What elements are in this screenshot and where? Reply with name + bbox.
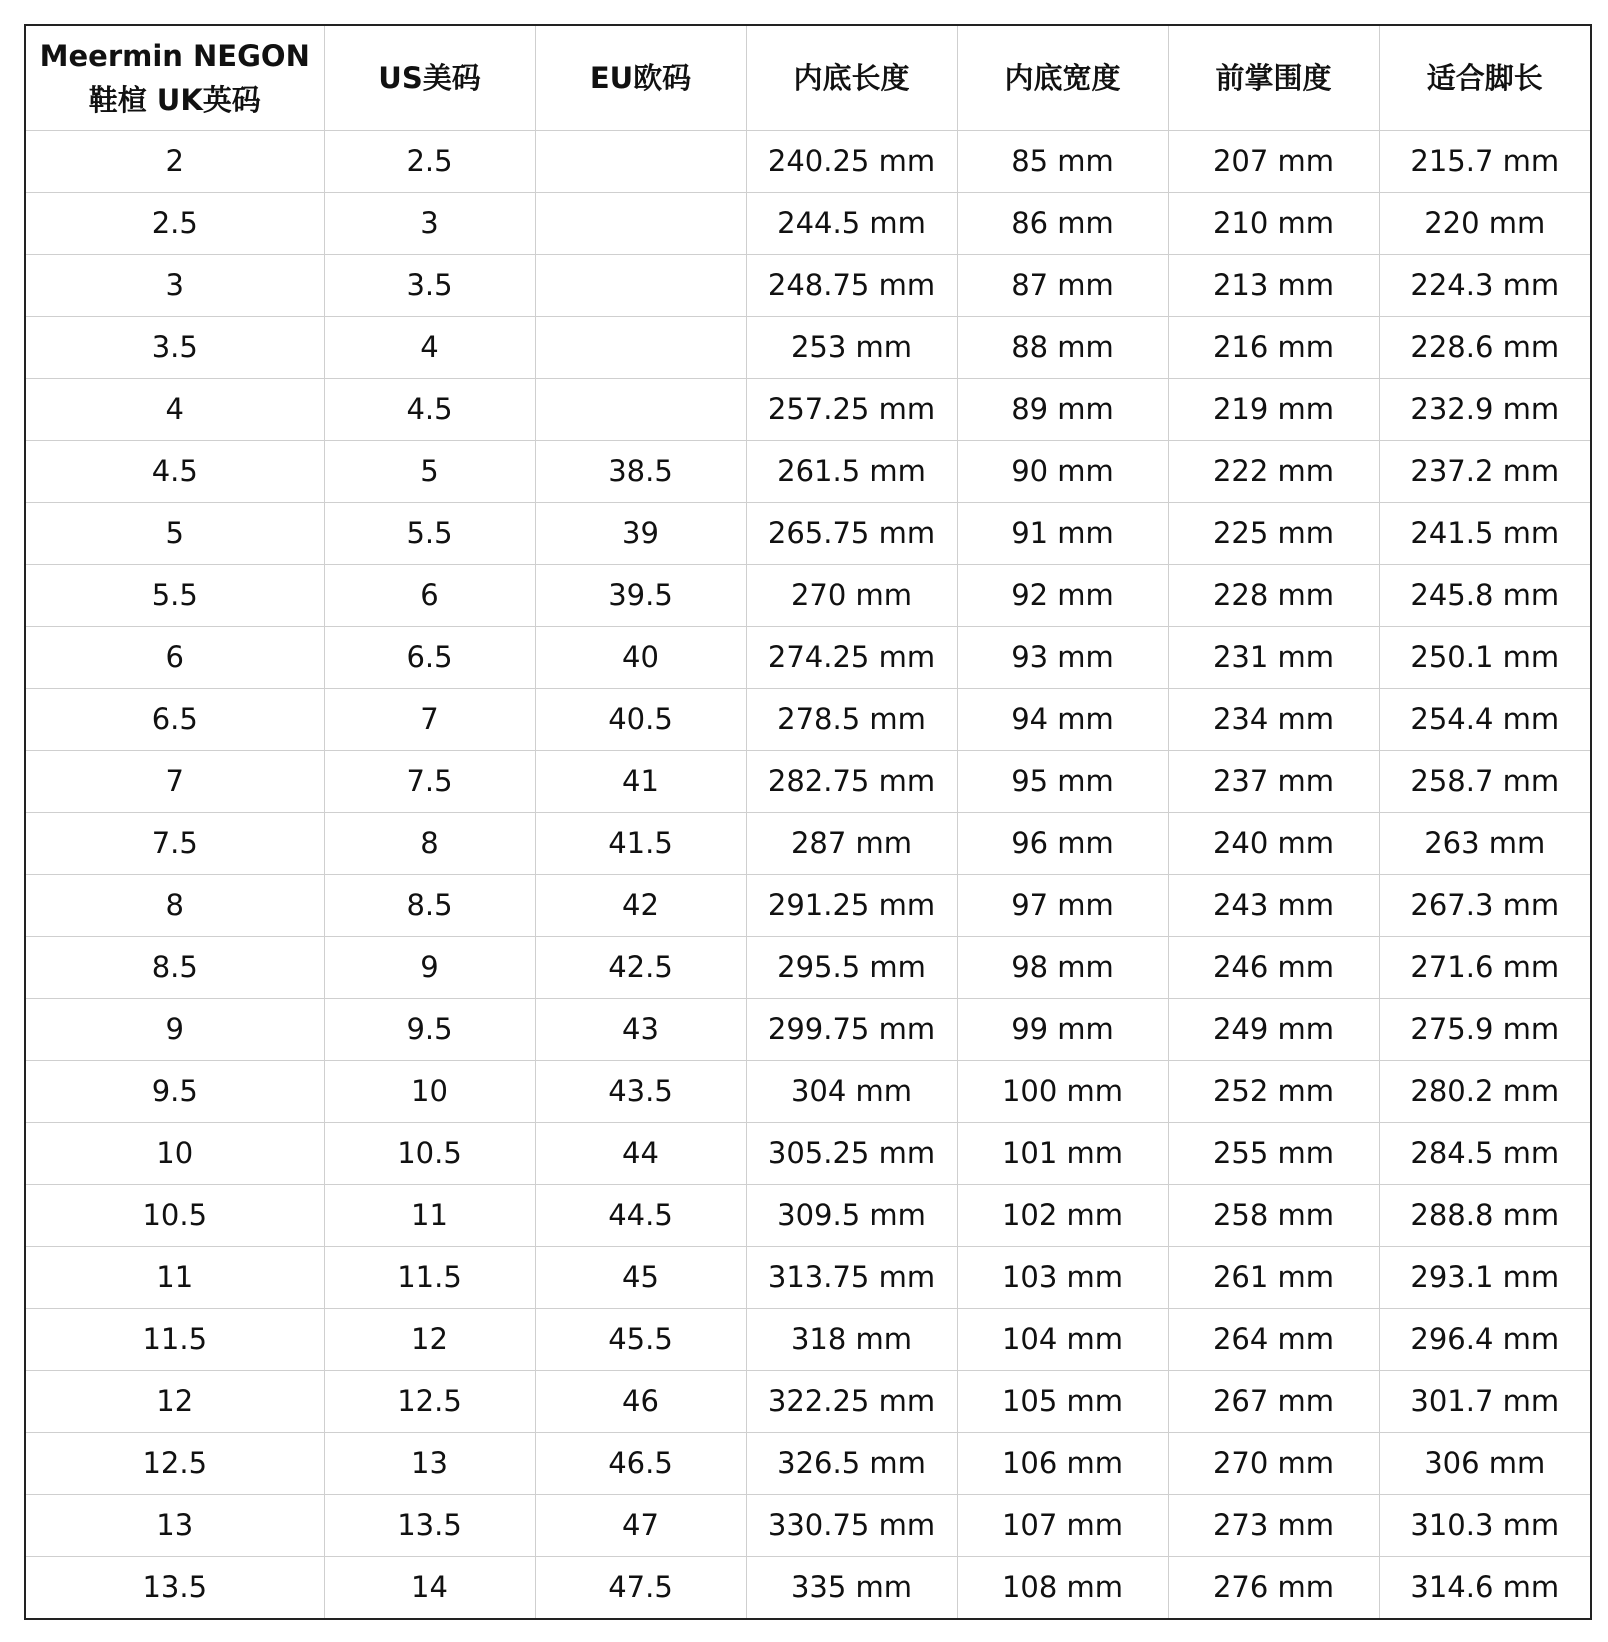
cell-fit-foot-length: 280.2 mm (1379, 1061, 1590, 1123)
cell-us-size: 3 (324, 193, 535, 255)
cell-eu-size (535, 317, 746, 379)
cell-insole-length: 313.75 mm (746, 1247, 957, 1309)
header-fit-foot-length: 适合脚长 (1379, 26, 1590, 131)
cell-forefoot-girth: 258 mm (1168, 1185, 1379, 1247)
cell-uk-size: 12 (26, 1371, 324, 1433)
cell-fit-foot-length: 245.8 mm (1379, 565, 1590, 627)
cell-eu-size: 42.5 (535, 937, 746, 999)
cell-uk-size: 3.5 (26, 317, 324, 379)
table-row (26, 875, 1608, 937)
table-row (26, 503, 1608, 565)
cell-insole-width: 100 mm (957, 1061, 1168, 1123)
cell-insole-width: 103 mm (957, 1247, 1168, 1309)
header-uk-size-line2: 鞋楦 UK英码 (88, 83, 261, 117)
cell-fit-foot-length: 228.6 mm (1379, 317, 1590, 379)
table-row (26, 1061, 1608, 1123)
cell-uk-size: 13.5 (26, 1557, 324, 1619)
cell-us-size: 13.5 (324, 1495, 535, 1557)
cell-us-size: 10 (324, 1061, 535, 1123)
cell-fit-foot-length: 215.7 mm (1379, 131, 1590, 193)
cell-eu-size: 45 (535, 1247, 746, 1309)
cell-us-size: 5 (324, 441, 535, 503)
cell-insole-width: 106 mm (957, 1433, 1168, 1495)
table-row (26, 1123, 1608, 1185)
cell-forefoot-girth: 240 mm (1168, 813, 1379, 875)
header-us-size: US美码 (324, 26, 535, 131)
cell-fit-foot-length: 293.1 mm (1379, 1247, 1590, 1309)
table-row (26, 1433, 1608, 1495)
cell-insole-length: 304 mm (746, 1061, 957, 1123)
table-row (26, 255, 1608, 317)
cell-eu-size: 43.5 (535, 1061, 746, 1123)
cell-insole-width: 97 mm (957, 875, 1168, 937)
cell-fit-foot-length: 237.2 mm (1379, 441, 1590, 503)
cell-us-size: 8 (324, 813, 535, 875)
cell-uk-size: 5 (26, 503, 324, 565)
cell-eu-size: 42 (535, 875, 746, 937)
cell-uk-size: 12.5 (26, 1433, 324, 1495)
cell-us-size: 12 (324, 1309, 535, 1371)
cell-fit-foot-length: 306 mm (1379, 1433, 1590, 1495)
cell-insole-length: 299.75 mm (746, 999, 957, 1061)
table-row (26, 379, 1608, 441)
cell-forefoot-girth: 273 mm (1168, 1495, 1379, 1557)
cell-eu-size: 47.5 (535, 1557, 746, 1619)
cell-insole-width: 92 mm (957, 565, 1168, 627)
cell-uk-size: 11.5 (26, 1309, 324, 1371)
cell-forefoot-girth: 246 mm (1168, 937, 1379, 999)
cell-insole-width: 94 mm (957, 689, 1168, 751)
cell-insole-length: 261.5 mm (746, 441, 957, 503)
cell-forefoot-girth: 261 mm (1168, 1247, 1379, 1309)
cell-forefoot-girth: 228 mm (1168, 565, 1379, 627)
cell-us-size: 9 (324, 937, 535, 999)
cell-us-size: 14 (324, 1557, 535, 1619)
cell-us-size: 11.5 (324, 1247, 535, 1309)
cell-insole-width: 91 mm (957, 503, 1168, 565)
cell-uk-size: 8 (26, 875, 324, 937)
cell-insole-length: 274.25 mm (746, 627, 957, 689)
cell-forefoot-girth: 249 mm (1168, 999, 1379, 1061)
cell-eu-size: 45.5 (535, 1309, 746, 1371)
cell-insole-length: 282.75 mm (746, 751, 957, 813)
table-row (26, 1185, 1608, 1247)
cell-forefoot-girth: 252 mm (1168, 1061, 1379, 1123)
cell-forefoot-girth: 276 mm (1168, 1557, 1379, 1619)
cell-insole-width: 104 mm (957, 1309, 1168, 1371)
table-row (26, 751, 1608, 813)
cell-forefoot-girth: 222 mm (1168, 441, 1379, 503)
size-chart-table-frame (24, 24, 1592, 1620)
table-header (26, 26, 1608, 131)
size-chart-table (26, 26, 1608, 1618)
table-row (26, 1557, 1608, 1619)
cell-us-size: 6 (324, 565, 535, 627)
cell-uk-size: 7 (26, 751, 324, 813)
cell-forefoot-girth: 267 mm (1168, 1371, 1379, 1433)
cell-fit-foot-length: 232.9 mm (1379, 379, 1590, 441)
cell-fit-foot-length: 284.5 mm (1379, 1123, 1590, 1185)
cell-insole-length: 287 mm (746, 813, 957, 875)
cell-fit-foot-length: 254.4 mm (1379, 689, 1590, 751)
cell-fit-foot-length: 241.5 mm (1379, 503, 1590, 565)
cell-eu-size: 40 (535, 627, 746, 689)
cell-eu-size: 39 (535, 503, 746, 565)
cell-insole-width: 93 mm (957, 627, 1168, 689)
header-insole-length: 内底长度 (746, 26, 957, 131)
cell-insole-width: 101 mm (957, 1123, 1168, 1185)
cell-us-size: 11 (324, 1185, 535, 1247)
cell-forefoot-girth: 255 mm (1168, 1123, 1379, 1185)
cell-forefoot-girth: 237 mm (1168, 751, 1379, 813)
cell-us-size: 7.5 (324, 751, 535, 813)
cell-eu-size: 43 (535, 999, 746, 1061)
cell-us-size: 8.5 (324, 875, 535, 937)
cell-insole-width: 108 mm (957, 1557, 1168, 1619)
cell-us-size: 13 (324, 1433, 535, 1495)
cell-eu-size: 40.5 (535, 689, 746, 751)
table-body (26, 131, 1608, 1619)
cell-eu-size: 44.5 (535, 1185, 746, 1247)
cell-uk-size: 2.5 (26, 193, 324, 255)
header-forefoot-girth: 前掌围度 (1168, 26, 1379, 131)
cell-insole-width: 105 mm (957, 1371, 1168, 1433)
cell-fit-foot-length: 258.7 mm (1379, 751, 1590, 813)
cell-uk-size: 6.5 (26, 689, 324, 751)
cell-us-size: 6.5 (324, 627, 535, 689)
table-row (26, 565, 1608, 627)
cell-forefoot-girth: 213 mm (1168, 255, 1379, 317)
table-row (26, 1247, 1608, 1309)
cell-fit-foot-length: 288.8 mm (1379, 1185, 1590, 1247)
cell-fit-foot-length: 310.3 mm (1379, 1495, 1590, 1557)
cell-insole-length: 257.25 mm (746, 379, 957, 441)
cell-forefoot-girth: 219 mm (1168, 379, 1379, 441)
cell-insole-length: 309.5 mm (746, 1185, 957, 1247)
cell-insole-length: 326.5 mm (746, 1433, 957, 1495)
cell-insole-width: 99 mm (957, 999, 1168, 1061)
cell-insole-width: 96 mm (957, 813, 1168, 875)
cell-insole-length: 335 mm (746, 1557, 957, 1619)
cell-insole-width: 95 mm (957, 751, 1168, 813)
header-row (26, 26, 1608, 131)
cell-us-size: 12.5 (324, 1371, 535, 1433)
header-uk-size-line1: Meermin NEGON (39, 39, 310, 73)
cell-eu-size: 41 (535, 751, 746, 813)
cell-uk-size: 10 (26, 1123, 324, 1185)
cell-uk-size: 13 (26, 1495, 324, 1557)
cell-insole-width: 102 mm (957, 1185, 1168, 1247)
cell-us-size: 10.5 (324, 1123, 535, 1185)
cell-fit-foot-length: 263 mm (1379, 813, 1590, 875)
cell-uk-size: 9.5 (26, 1061, 324, 1123)
cell-forefoot-girth: 264 mm (1168, 1309, 1379, 1371)
cell-eu-size: 46 (535, 1371, 746, 1433)
table-row (26, 1309, 1608, 1371)
cell-insole-length: 240.25 mm (746, 131, 957, 193)
cell-insole-length: 295.5 mm (746, 937, 957, 999)
cell-uk-size: 6 (26, 627, 324, 689)
cell-insole-width: 107 mm (957, 1495, 1168, 1557)
cell-forefoot-girth: 210 mm (1168, 193, 1379, 255)
cell-uk-size: 4 (26, 379, 324, 441)
cell-forefoot-girth: 225 mm (1168, 503, 1379, 565)
table-row (26, 1371, 1608, 1433)
cell-insole-length: 318 mm (746, 1309, 957, 1371)
cell-insole-width: 98 mm (957, 937, 1168, 999)
table-row (26, 937, 1608, 999)
cell-insole-width: 90 mm (957, 441, 1168, 503)
cell-us-size: 9.5 (324, 999, 535, 1061)
table-row (26, 627, 1608, 689)
cell-eu-size (535, 379, 746, 441)
table-row (26, 131, 1608, 193)
cell-fit-foot-length: 296.4 mm (1379, 1309, 1590, 1371)
cell-us-size: 3.5 (324, 255, 535, 317)
cell-insole-width: 86 mm (957, 193, 1168, 255)
cell-uk-size: 4.5 (26, 441, 324, 503)
cell-insole-length: 248.75 mm (746, 255, 957, 317)
table-row (26, 689, 1608, 751)
cell-fit-foot-length: 314.6 mm (1379, 1557, 1590, 1619)
cell-forefoot-girth: 270 mm (1168, 1433, 1379, 1495)
header-insole-width: 内底宽度 (957, 26, 1168, 131)
cell-insole-length: 270 mm (746, 565, 957, 627)
cell-insole-width: 88 mm (957, 317, 1168, 379)
cell-eu-size (535, 255, 746, 317)
cell-insole-length: 278.5 mm (746, 689, 957, 751)
cell-forefoot-girth: 231 mm (1168, 627, 1379, 689)
table-row (26, 317, 1608, 379)
cell-eu-size: 41.5 (535, 813, 746, 875)
cell-eu-size: 38.5 (535, 441, 746, 503)
cell-insole-length: 322.25 mm (746, 1371, 957, 1433)
cell-insole-length: 253 mm (746, 317, 957, 379)
cell-eu-size (535, 193, 746, 255)
cell-insole-length: 244.5 mm (746, 193, 957, 255)
cell-us-size: 4 (324, 317, 535, 379)
cell-eu-size: 47 (535, 1495, 746, 1557)
cell-eu-size: 44 (535, 1123, 746, 1185)
cell-fit-foot-length: 301.7 mm (1379, 1371, 1590, 1433)
cell-uk-size: 10.5 (26, 1185, 324, 1247)
header-uk-size (26, 26, 324, 131)
cell-us-size: 7 (324, 689, 535, 751)
cell-insole-length: 305.25 mm (746, 1123, 957, 1185)
cell-forefoot-girth: 234 mm (1168, 689, 1379, 751)
cell-eu-size (535, 131, 746, 193)
cell-forefoot-girth: 216 mm (1168, 317, 1379, 379)
cell-eu-size: 46.5 (535, 1433, 746, 1495)
table-row (26, 441, 1608, 503)
table-row (26, 193, 1608, 255)
cell-uk-size: 11 (26, 1247, 324, 1309)
cell-uk-size: 7.5 (26, 813, 324, 875)
cell-uk-size: 9 (26, 999, 324, 1061)
cell-us-size: 4.5 (324, 379, 535, 441)
cell-eu-size: 39.5 (535, 565, 746, 627)
cell-us-size: 2.5 (324, 131, 535, 193)
cell-fit-foot-length: 267.3 mm (1379, 875, 1590, 937)
cell-insole-width: 89 mm (957, 379, 1168, 441)
cell-insole-width: 87 mm (957, 255, 1168, 317)
table-row (26, 813, 1608, 875)
table-row (26, 1495, 1608, 1557)
cell-uk-size: 5.5 (26, 565, 324, 627)
cell-insole-length: 330.75 mm (746, 1495, 957, 1557)
cell-fit-foot-length: 224.3 mm (1379, 255, 1590, 317)
cell-fit-foot-length: 271.6 mm (1379, 937, 1590, 999)
cell-uk-size: 2 (26, 131, 324, 193)
cell-insole-length: 291.25 mm (746, 875, 957, 937)
cell-fit-foot-length: 220 mm (1379, 193, 1590, 255)
header-eu-size: EU欧码 (535, 26, 746, 131)
cell-fit-foot-length: 250.1 mm (1379, 627, 1590, 689)
cell-forefoot-girth: 207 mm (1168, 131, 1379, 193)
cell-uk-size: 8.5 (26, 937, 324, 999)
cell-us-size: 5.5 (324, 503, 535, 565)
cell-insole-width: 85 mm (957, 131, 1168, 193)
table-row (26, 999, 1608, 1061)
cell-insole-length: 265.75 mm (746, 503, 957, 565)
cell-uk-size: 3 (26, 255, 324, 317)
cell-forefoot-girth: 243 mm (1168, 875, 1379, 937)
cell-fit-foot-length: 275.9 mm (1379, 999, 1590, 1061)
